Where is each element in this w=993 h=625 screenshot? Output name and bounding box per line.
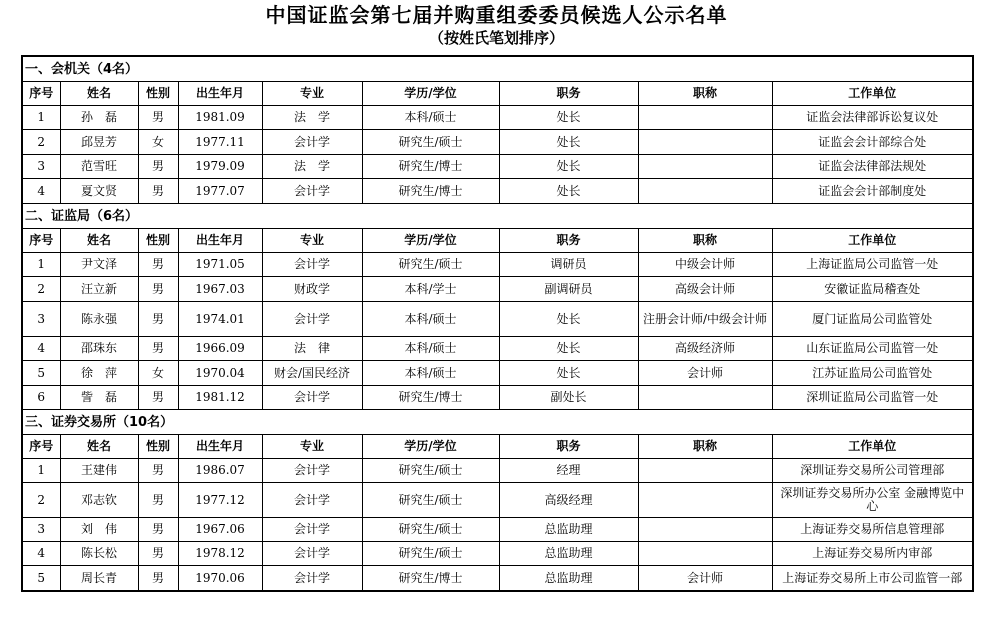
cell-degree: 研究生/硕士	[362, 459, 499, 483]
cell-seq: 3	[22, 155, 60, 179]
cell-title	[638, 130, 772, 155]
table-row	[22, 518, 973, 542]
table-row	[22, 155, 973, 179]
cell-position: 总监助理	[499, 566, 638, 592]
cell-name: 周长青	[60, 566, 138, 592]
cell-degree: 研究生/博士	[362, 566, 499, 592]
cell-birth: 1979.09	[178, 155, 262, 179]
cell-seq: 4	[22, 542, 60, 566]
column-header-seq: 序号	[22, 82, 60, 106]
table-row	[22, 253, 973, 277]
header-row	[22, 229, 973, 253]
cell-degree: 本科/硕士	[362, 361, 499, 386]
cell-seq: 4	[22, 179, 60, 204]
cell-gender: 男	[138, 179, 178, 204]
cell-employer: 上海证券交易所上市公司监管一部	[772, 566, 973, 592]
cell-birth: 1970.06	[178, 566, 262, 592]
table-row	[22, 130, 973, 155]
section-heading: 二、证监局（6名）	[22, 204, 973, 229]
cell-degree: 研究生/硕士	[362, 542, 499, 566]
cell-seq: 1	[22, 106, 60, 130]
cell-employer: 上海证券交易所内审部	[772, 542, 973, 566]
cell-seq: 2	[22, 277, 60, 302]
cell-birth: 1974.01	[178, 302, 262, 337]
cell-seq: 6	[22, 386, 60, 410]
cell-position: 副调研员	[499, 277, 638, 302]
cell-gender: 男	[138, 518, 178, 542]
cell-name: 邱昱芳	[60, 130, 138, 155]
cell-degree: 研究生/硕士	[362, 518, 499, 542]
cell-name: 邵珠东	[60, 337, 138, 361]
cell-degree: 研究生/硕士	[362, 483, 499, 518]
cell-gender: 男	[138, 277, 178, 302]
cell-name: 陈长松	[60, 542, 138, 566]
cell-degree: 研究生/博士	[362, 155, 499, 179]
cell-position: 总监助理	[499, 518, 638, 542]
cell-position: 调研员	[499, 253, 638, 277]
cell-position: 处长	[499, 337, 638, 361]
section-heading-row	[22, 204, 973, 229]
cell-position: 处长	[499, 130, 638, 155]
cell-major: 会计学	[262, 542, 362, 566]
cell-gender: 女	[138, 361, 178, 386]
cell-birth: 1966.09	[178, 337, 262, 361]
cell-name: 孙 磊	[60, 106, 138, 130]
cell-major: 会计学	[262, 566, 362, 592]
cell-major: 会计学	[262, 386, 362, 410]
column-header-major: 专业	[262, 82, 362, 106]
cell-seq: 4	[22, 337, 60, 361]
cell-title: 会计师	[638, 566, 772, 592]
cell-birth: 1978.12	[178, 542, 262, 566]
cell-gender: 男	[138, 483, 178, 518]
header-row	[22, 435, 973, 459]
cell-title	[638, 542, 772, 566]
cell-position: 处长	[499, 361, 638, 386]
column-header-gender: 性别	[138, 229, 178, 253]
cell-title	[638, 179, 772, 204]
cell-gender: 女	[138, 130, 178, 155]
cell-major: 会计学	[262, 302, 362, 337]
cell-birth: 1986.07	[178, 459, 262, 483]
cell-title: 会计师	[638, 361, 772, 386]
column-header-name: 姓名	[60, 435, 138, 459]
cell-name: 訾 磊	[60, 386, 138, 410]
cell-employer: 证监会法律部诉讼复议处	[772, 106, 973, 130]
cell-birth: 1971.05	[178, 253, 262, 277]
cell-birth: 1981.09	[178, 106, 262, 130]
cell-seq: 1	[22, 459, 60, 483]
column-header-title: 职称	[638, 435, 772, 459]
table-row	[22, 566, 973, 592]
cell-position: 副处长	[499, 386, 638, 410]
cell-employer: 上海证监局公司监管一处	[772, 253, 973, 277]
candidate-table	[21, 55, 974, 592]
cell-employer: 山东证监局公司监管一处	[772, 337, 973, 361]
cell-degree: 本科/硕士	[362, 106, 499, 130]
cell-gender: 男	[138, 386, 178, 410]
cell-title: 中级会计师	[638, 253, 772, 277]
cell-employer: 上海证券交易所信息管理部	[772, 518, 973, 542]
column-header-birth: 出生年月	[178, 82, 262, 106]
cell-major: 财政学	[262, 277, 362, 302]
cell-seq: 5	[22, 566, 60, 592]
cell-name: 范雪旺	[60, 155, 138, 179]
cell-name: 尹文泽	[60, 253, 138, 277]
cell-degree: 研究生/硕士	[362, 130, 499, 155]
cell-position: 处长	[499, 155, 638, 179]
cell-title	[638, 459, 772, 483]
cell-employer: 深圳证券交易所公司管理部	[772, 459, 973, 483]
cell-title: 注册会计师/中级会计师	[638, 302, 772, 337]
table-row	[22, 542, 973, 566]
cell-employer: 安徽证监局稽查处	[772, 277, 973, 302]
section-heading-row	[22, 410, 973, 435]
cell-seq: 2	[22, 130, 60, 155]
cell-major: 会计学	[262, 253, 362, 277]
cell-birth: 1967.03	[178, 277, 262, 302]
cell-name: 邓志钦	[60, 483, 138, 518]
cell-gender: 男	[138, 302, 178, 337]
table-row	[22, 386, 973, 410]
column-header-position: 职务	[499, 82, 638, 106]
cell-major: 财会/国民经济	[262, 361, 362, 386]
section-heading: 一、会机关（4名）	[22, 56, 973, 82]
header-row	[22, 82, 973, 106]
page-title: 中国证监会第七届并购重组委委员候选人公示名单	[265, 3, 728, 27]
cell-employer: 深圳证券交易所办公室 金融博览中心	[772, 483, 973, 518]
column-header-employer: 工作单位	[772, 435, 973, 459]
cell-birth: 1977.12	[178, 483, 262, 518]
cell-degree: 研究生/硕士	[362, 253, 499, 277]
page-subtitle: （按姓氏笔划排序）	[428, 29, 564, 47]
cell-major: 会计学	[262, 518, 362, 542]
cell-degree: 本科/硕士	[362, 302, 499, 337]
cell-gender: 男	[138, 542, 178, 566]
column-header-degree: 学历/学位	[362, 435, 499, 459]
cell-title	[638, 483, 772, 518]
cell-seq: 2	[22, 483, 60, 518]
cell-seq: 3	[22, 518, 60, 542]
column-header-degree: 学历/学位	[362, 229, 499, 253]
column-header-gender: 性别	[138, 82, 178, 106]
cell-gender: 男	[138, 253, 178, 277]
cell-gender: 男	[138, 155, 178, 179]
cell-seq: 3	[22, 302, 60, 337]
cell-name: 陈永强	[60, 302, 138, 337]
cell-birth: 1977.11	[178, 130, 262, 155]
cell-position: 高级经理	[499, 483, 638, 518]
cell-degree: 研究生/博士	[362, 179, 499, 204]
column-header-title: 职称	[638, 229, 772, 253]
cell-position: 处长	[499, 106, 638, 130]
table-row	[22, 106, 973, 130]
column-header-title: 职称	[638, 82, 772, 106]
cell-name: 王建伟	[60, 459, 138, 483]
cell-major: 法 学	[262, 106, 362, 130]
cell-major: 会计学	[262, 459, 362, 483]
cell-degree: 本科/学士	[362, 277, 499, 302]
cell-degree: 本科/硕士	[362, 337, 499, 361]
cell-employer: 深圳证监局公司监管一处	[772, 386, 973, 410]
column-header-seq: 序号	[22, 229, 60, 253]
column-header-employer: 工作单位	[772, 229, 973, 253]
cell-name: 刘 伟	[60, 518, 138, 542]
cell-birth: 1981.12	[178, 386, 262, 410]
cell-position: 处长	[499, 179, 638, 204]
cell-seq: 1	[22, 253, 60, 277]
column-header-name: 姓名	[60, 82, 138, 106]
table-row	[22, 302, 973, 337]
cell-title: 高级会计师	[638, 277, 772, 302]
cell-major: 会计学	[262, 483, 362, 518]
cell-position: 处长	[499, 302, 638, 337]
column-header-gender: 性别	[138, 435, 178, 459]
cell-gender: 男	[138, 106, 178, 130]
column-header-position: 职务	[499, 435, 638, 459]
cell-employer: 证监会法律部法规处	[772, 155, 973, 179]
column-header-degree: 学历/学位	[362, 82, 499, 106]
cell-title	[638, 518, 772, 542]
cell-employer: 证监会会计部制度处	[772, 179, 973, 204]
cell-major: 会计学	[262, 179, 362, 204]
section-heading-row	[22, 56, 973, 82]
column-header-major: 专业	[262, 229, 362, 253]
cell-employer: 证监会会计部综合处	[772, 130, 973, 155]
table-row	[22, 361, 973, 386]
column-header-name: 姓名	[60, 229, 138, 253]
cell-title	[638, 155, 772, 179]
cell-major: 会计学	[262, 130, 362, 155]
table-row	[22, 459, 973, 483]
column-header-birth: 出生年月	[178, 435, 262, 459]
cell-birth: 1970.04	[178, 361, 262, 386]
cell-employer: 厦门证监局公司监管处	[772, 302, 973, 337]
cell-degree: 研究生/博士	[362, 386, 499, 410]
cell-gender: 男	[138, 459, 178, 483]
cell-title	[638, 386, 772, 410]
cell-title: 高级经济师	[638, 337, 772, 361]
table-row	[22, 337, 973, 361]
column-header-birth: 出生年月	[178, 229, 262, 253]
cell-name: 徐 萍	[60, 361, 138, 386]
table-row	[22, 483, 973, 518]
column-header-employer: 工作单位	[772, 82, 973, 106]
column-header-seq: 序号	[22, 435, 60, 459]
cell-position: 经理	[499, 459, 638, 483]
cell-name: 汪立新	[60, 277, 138, 302]
cell-gender: 男	[138, 337, 178, 361]
table-row	[22, 277, 973, 302]
cell-employer: 江苏证监局公司监管处	[772, 361, 973, 386]
cell-major: 法 学	[262, 155, 362, 179]
cell-birth: 1977.07	[178, 179, 262, 204]
cell-gender: 男	[138, 566, 178, 592]
table-row	[22, 179, 973, 204]
cell-title	[638, 106, 772, 130]
cell-seq: 5	[22, 361, 60, 386]
cell-birth: 1967.06	[178, 518, 262, 542]
cell-major: 法 律	[262, 337, 362, 361]
column-header-position: 职务	[499, 229, 638, 253]
section-heading: 三、证券交易所（10名）	[22, 410, 973, 435]
column-header-major: 专业	[262, 435, 362, 459]
cell-position: 总监助理	[499, 542, 638, 566]
cell-name: 夏文贤	[60, 179, 138, 204]
